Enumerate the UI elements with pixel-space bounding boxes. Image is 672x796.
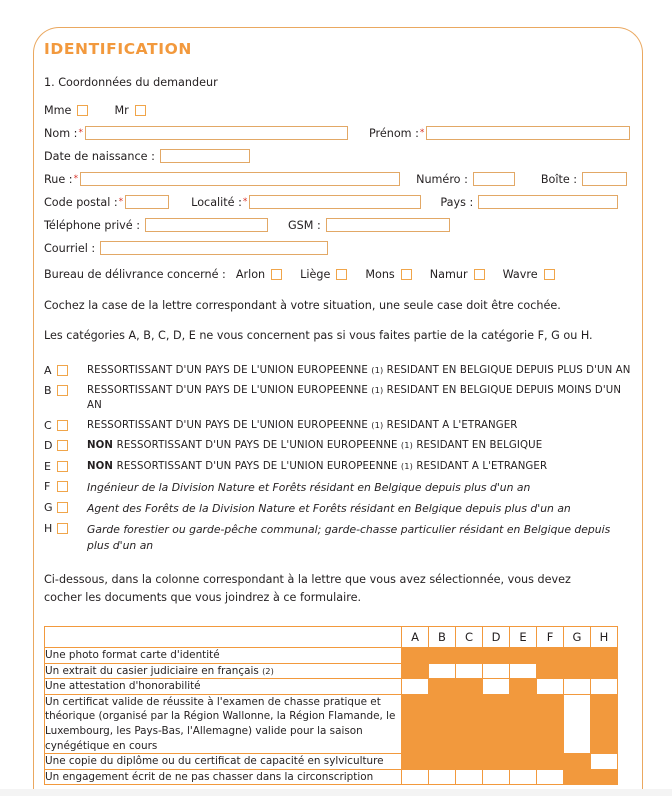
- bureau-option-mons-label: Mons: [365, 268, 395, 281]
- category-label: RESSORTISSANT D'UN PAYS DE L'UNION EUROPEENNE (1) RESIDANT A L'ETRANGER: [87, 420, 518, 432]
- category-row: [44, 460, 634, 475]
- rue-input[interactable]: [80, 172, 400, 186]
- table-header-blank: [45, 627, 402, 648]
- gsm-input[interactable]: [326, 218, 450, 232]
- table-row: [45, 694, 618, 753]
- document-cell-g[interactable]: [564, 754, 591, 770]
- document-cell-a[interactable]: [402, 663, 429, 679]
- document-cell-b[interactable]: [429, 769, 456, 785]
- document-cell-d[interactable]: [483, 648, 510, 664]
- category-row: [44, 480, 634, 496]
- category-row: [44, 384, 634, 414]
- category-row: [44, 364, 634, 379]
- page-bottom-strip: [0, 789, 672, 796]
- category-letter: H: [44, 522, 53, 536]
- document-label: Un extrait du casier judiciaire en français (2): [45, 663, 402, 679]
- table-column-header-g: G: [564, 627, 591, 648]
- code-postal-input[interactable]: [125, 195, 169, 209]
- street-row: [44, 172, 634, 186]
- bureau-row: [44, 268, 634, 281]
- documents-table: [44, 626, 618, 785]
- checkbox-category-f[interactable]: [57, 481, 68, 492]
- document-cell-e[interactable]: [510, 694, 537, 753]
- bureau-option-wavre-label: Wavre: [502, 268, 538, 281]
- checkbox-category-e[interactable]: [57, 461, 68, 472]
- table-column-header-b: B: [429, 627, 456, 648]
- table-row: [45, 769, 618, 785]
- footnote-marker: (1): [371, 420, 384, 431]
- checkbox-category-h[interactable]: [57, 523, 68, 534]
- document-cell-g[interactable]: [564, 679, 591, 695]
- category-row: [44, 419, 634, 434]
- gsm-label: GSM :: [288, 218, 321, 232]
- boite-label: Boîte :: [540, 172, 578, 186]
- category-label: RESSORTISSANT D'UN PAYS DE L'UNION EUROPEENNE (1) RESIDANT EN BELGIQUE DEPUIS PLUS D'UN AN: [87, 364, 631, 376]
- document-cell-f[interactable]: [537, 769, 564, 785]
- checkbox-mme[interactable]: [77, 105, 88, 116]
- document-cell-h[interactable]: [591, 663, 618, 679]
- category-letter: E: [44, 459, 51, 473]
- document-cell-e[interactable]: [510, 769, 537, 785]
- document-label: Une attestation d'honorabilité: [45, 679, 402, 695]
- document-cell-f[interactable]: [537, 694, 564, 753]
- category-label-emphasis: NON: [87, 460, 117, 472]
- required-marker: *: [118, 196, 124, 207]
- document-cell-g[interactable]: [564, 648, 591, 664]
- category-label-emphasis: NON: [87, 440, 117, 452]
- category-row: [44, 522, 634, 553]
- category-row: [44, 501, 634, 517]
- documents-table-head: [45, 627, 618, 648]
- date-naissance-label: Date de naissance :: [44, 149, 155, 163]
- table-row: [45, 648, 618, 664]
- table-column-header-e: E: [510, 627, 537, 648]
- document-cell-b[interactable]: [429, 663, 456, 679]
- localite-label: Localité :: [191, 195, 242, 209]
- document-cell-b[interactable]: [429, 754, 456, 770]
- document-cell-f[interactable]: [537, 648, 564, 664]
- documents-table-body: [45, 648, 618, 785]
- salutation-row: [44, 104, 634, 117]
- checkbox-bureau-arlon[interactable]: [271, 269, 282, 280]
- telephone-label: Téléphone privé :: [44, 218, 141, 232]
- page-title: IDENTIFICATION: [44, 40, 192, 58]
- document-cell-h[interactable]: [591, 754, 618, 770]
- nom-label: Nom :: [44, 126, 78, 140]
- document-cell-d[interactable]: [483, 754, 510, 770]
- document-cell-a[interactable]: [402, 754, 429, 770]
- category-label: Garde forestier ou garde-pêche communal; garde-chasse particulier résidant en Belgique depuis plus d'un an: [87, 523, 611, 552]
- document-cell-a[interactable]: [402, 679, 429, 695]
- rue-label: Rue :: [44, 172, 73, 186]
- bureau-option-arlon-label: Arlon: [235, 268, 266, 281]
- document-cell-a[interactable]: [402, 648, 429, 664]
- checkbox-category-g[interactable]: [57, 502, 68, 513]
- checkbox-category-b[interactable]: [57, 385, 68, 396]
- document-cell-c[interactable]: [456, 679, 483, 695]
- document-cell-c[interactable]: [456, 694, 483, 753]
- bureau-option-liege-label: Liège: [300, 268, 331, 281]
- category-label: NON RESSORTISSANT D'UN PAYS DE L'UNION EUROPEENNE (1) RESIDANT EN BELGIQUE: [87, 440, 543, 452]
- category-letter: A: [44, 363, 52, 377]
- table-header-row: [45, 627, 618, 648]
- required-marker: *: [73, 173, 79, 184]
- category-letter: F: [44, 479, 51, 493]
- birthdate-row: [44, 149, 634, 163]
- table-row: [45, 679, 618, 695]
- document-cell-d[interactable]: [483, 769, 510, 785]
- category-label: NON RESSORTISSANT D'UN PAYS DE L'UNION EUROPEENNE (1) RESIDANT A L'ETRANGER: [87, 460, 548, 472]
- document-cell-c[interactable]: [456, 769, 483, 785]
- table-row: [45, 663, 618, 679]
- checkbox-bureau-wavre[interactable]: [544, 269, 555, 280]
- document-cell-h[interactable]: [591, 679, 618, 695]
- document-cell-a[interactable]: [402, 769, 429, 785]
- checkbox-category-a[interactable]: [57, 365, 68, 376]
- bureau-option-namur-label: Namur: [429, 268, 468, 281]
- instruction-line-1: Cochez la case de la lettre correspondant à votre situation, une seule case doit être cochée.: [44, 299, 561, 312]
- footnote-marker: (1): [371, 364, 384, 375]
- table-intro-text: Ci-dessous, dans la colonne correspondant à la lettre que vous avez sélectionnée, vous devez cocher les documents que vous joindrez à ce formulaire.: [44, 573, 571, 604]
- document-cell-d[interactable]: [483, 679, 510, 695]
- checkbox-category-d[interactable]: [57, 440, 68, 451]
- code-postal-label: Code postal :: [44, 195, 118, 209]
- table-column-header-a: A: [402, 627, 429, 648]
- checkbox-category-c[interactable]: [57, 420, 68, 431]
- document-cell-d[interactable]: [483, 694, 510, 753]
- table-column-header-f: F: [537, 627, 564, 648]
- telephone-input[interactable]: [145, 218, 268, 232]
- category-label: RESSORTISSANT D'UN PAYS DE L'UNION EUROPEENNE (1) RESIDANT EN BELGIQUE DEPUIS MOINS D'UN AN: [87, 385, 622, 411]
- footnote-marker: (1): [400, 460, 413, 471]
- prenom-input[interactable]: [426, 126, 630, 140]
- category-list: [44, 364, 634, 554]
- localite-input[interactable]: [249, 195, 421, 209]
- document-cell-f[interactable]: [537, 754, 564, 770]
- required-marker: *: [242, 196, 248, 207]
- document-cell-g[interactable]: [564, 769, 591, 785]
- document-cell-e[interactable]: [510, 663, 537, 679]
- nom-input[interactable]: [85, 126, 348, 140]
- city-row: [44, 195, 634, 209]
- subsection-heading: 1. Coordonnées du demandeur: [44, 76, 218, 89]
- document-cell-h[interactable]: [591, 769, 618, 785]
- bureau-label: Bureau de délivrance concerné :: [44, 268, 226, 281]
- category-label: Ingénieur de la Division Nature et Forêts résidant en Belgique depuis plus d'un an: [87, 480, 531, 494]
- checkbox-bureau-namur[interactable]: [474, 269, 485, 280]
- document-cell-b[interactable]: [429, 694, 456, 753]
- pays-label: Pays :: [440, 195, 474, 209]
- numero-label: Numéro :: [416, 172, 468, 186]
- category-letter: B: [44, 384, 52, 397]
- required-marker: *: [419, 127, 425, 138]
- checkbox-bureau-liege[interactable]: [336, 269, 347, 280]
- document-cell-a[interactable]: [402, 694, 429, 753]
- document-cell-f[interactable]: [537, 679, 564, 695]
- document-cell-h[interactable]: [591, 648, 618, 664]
- document-cell-f[interactable]: [537, 663, 564, 679]
- mr-label: Mr: [114, 104, 129, 117]
- numero-input[interactable]: [473, 172, 515, 186]
- mme-label: Mme: [44, 104, 72, 117]
- table-column-header-d: D: [483, 627, 510, 648]
- name-row: [44, 126, 634, 140]
- document-cell-e[interactable]: [510, 679, 537, 695]
- category-letter: D: [44, 439, 53, 453]
- footnote-marker: (2): [262, 665, 274, 676]
- document-cell-c[interactable]: [456, 754, 483, 770]
- category-row: [44, 439, 634, 454]
- document-cell-g[interactable]: [564, 694, 591, 753]
- document-cell-e[interactable]: [510, 754, 537, 770]
- category-letter: C: [44, 419, 52, 433]
- phone-row: [44, 218, 634, 232]
- checkbox-bureau-mons[interactable]: [401, 269, 412, 280]
- category-letter: G: [44, 501, 53, 515]
- prenom-label: Prénom :: [368, 126, 419, 140]
- document-cell-b[interactable]: [429, 648, 456, 664]
- checkbox-mr[interactable]: [135, 105, 146, 116]
- boite-input[interactable]: [582, 172, 627, 186]
- date-naissance-input[interactable]: [160, 149, 250, 163]
- document-cell-b[interactable]: [429, 679, 456, 695]
- document-label: Une photo format carte d'identité: [45, 648, 402, 664]
- courriel-label: Courriel :: [44, 241, 96, 255]
- document-label: Un engagement écrit de ne pas chasser dans la circonscription: [45, 769, 402, 785]
- document-label: Une copie du diplôme ou du certificat de capacité en sylviculture: [45, 754, 402, 770]
- courriel-input[interactable]: [100, 241, 328, 255]
- instruction-line-2: Les catégories A, B, C, D, E ne vous concernent pas si vous faites partie de la catégorie F, G ou H.: [44, 329, 593, 343]
- table-column-header-c: C: [456, 627, 483, 648]
- footnote-marker: (1): [400, 440, 413, 451]
- document-label: Un certificat valide de réussite à l'examen de chasse pratique et théorique (organisé par la Région Wallonne, la Région Flamande, le Luxembourg, les Pays-Bas, l'Allemagne) valide pour la saison cynégétique en cours: [45, 694, 402, 753]
- form-content: [44, 40, 634, 785]
- document-cell-h[interactable]: [591, 694, 618, 753]
- document-cell-c[interactable]: [456, 648, 483, 664]
- category-label: Agent des Forêts de la Division Nature et Forêts résidant en Belgique depuis plus d'un an: [87, 502, 571, 516]
- document-cell-c[interactable]: [456, 663, 483, 679]
- table-row: [45, 754, 618, 770]
- footnote-marker: (1): [371, 385, 384, 395]
- document-cell-e[interactable]: [510, 648, 537, 664]
- pays-input[interactable]: [478, 195, 618, 209]
- table-column-header-h: H: [591, 627, 618, 648]
- required-marker: *: [78, 127, 83, 138]
- document-cell-d[interactable]: [483, 663, 510, 679]
- document-cell-g[interactable]: [564, 663, 591, 679]
- email-row: [44, 241, 634, 255]
